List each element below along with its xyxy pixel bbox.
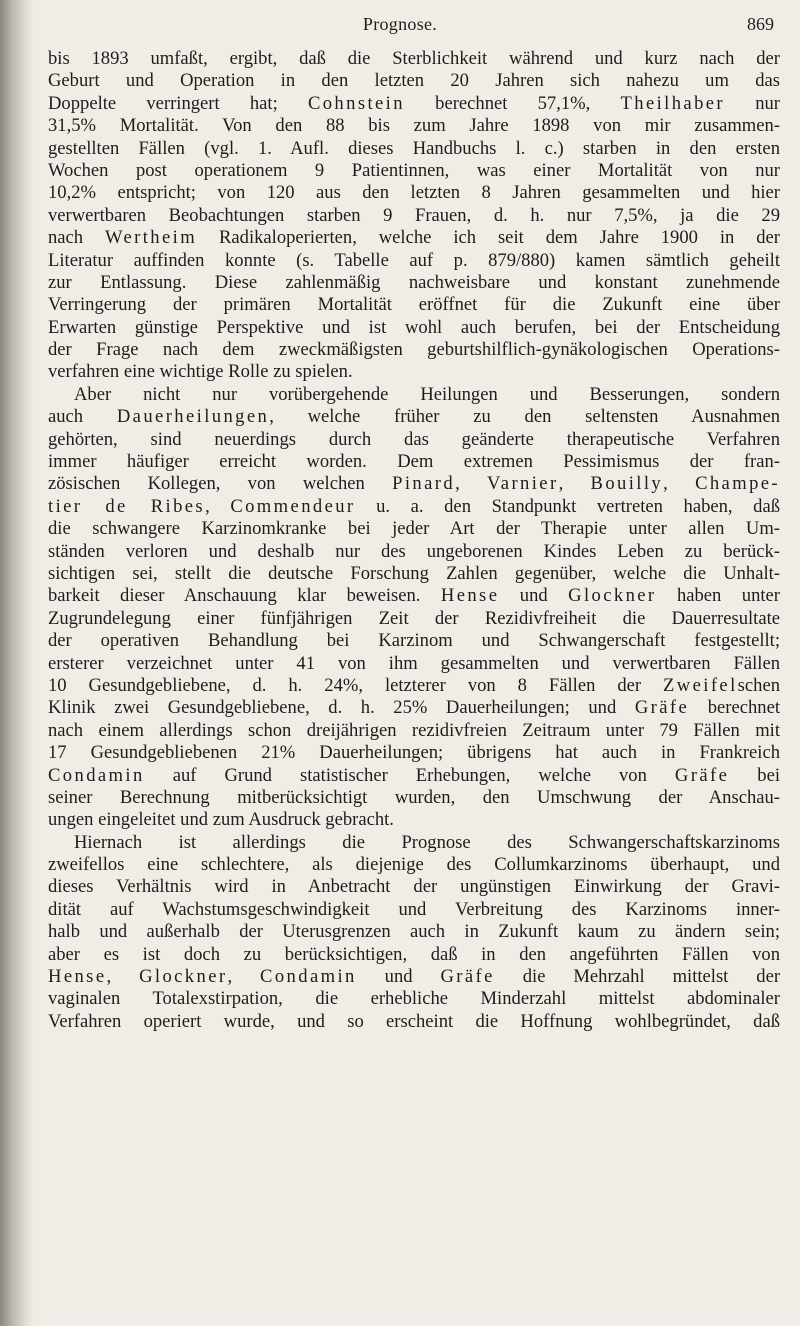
text-run: , xyxy=(455,473,488,495)
text-line xyxy=(48,899,780,921)
text-run: berechnet 57,1%, xyxy=(404,92,621,114)
author-name: Gräfe xyxy=(634,697,690,719)
text-line xyxy=(48,944,780,966)
author-name: Champe- xyxy=(695,473,780,495)
text-run: Radikaloperierten, welche ich seit dem Jahre 1900 in der xyxy=(197,227,780,249)
text-line xyxy=(48,339,780,361)
text-line xyxy=(48,653,780,675)
text-line xyxy=(48,518,780,540)
text-run: Geburt und Operation in den letzten 20 Jahren sich nahezu um das xyxy=(48,70,780,92)
author-name: Dauerheilungen xyxy=(116,406,270,428)
text-run: nur xyxy=(725,92,780,114)
text-run: zur Entlassung. Diese zahlenmäßig nachweisbare und konstant zunehmende xyxy=(48,271,780,293)
text-line xyxy=(48,429,780,451)
text-line xyxy=(48,809,780,831)
author-name: Condamin xyxy=(260,966,357,988)
text-run: Doppelte verringert hat; xyxy=(48,92,308,114)
author-name: Gräfe xyxy=(674,764,730,786)
text-run: 17 Gesundgebliebenen 21% Dauerheilungen; übrigens hat auch in Frankreich xyxy=(48,742,780,764)
text-line xyxy=(48,160,780,182)
text-line xyxy=(48,496,780,518)
text-line xyxy=(48,675,780,697)
text-line xyxy=(48,70,780,92)
text-line xyxy=(48,541,780,563)
text-run: Aber nicht nur vorübergehende Heilungen und Besserungen, sondern xyxy=(74,383,780,405)
text-line xyxy=(48,697,780,719)
text-run: dieses Verhältnis wird in Anbetracht der ungünstigen Einwirkung der Gravi- xyxy=(48,876,780,898)
text-run: haben unter xyxy=(656,585,780,607)
text-run: die Mehrzahl mittelst der xyxy=(494,966,780,988)
text-run: die schwangere Karzinomkranke bei jeder Art der Therapie unter allen Um- xyxy=(48,518,780,540)
page-number: 869 xyxy=(747,14,774,34)
text-run: , xyxy=(227,966,261,988)
text-line xyxy=(48,1011,780,1033)
text-run: Zugrundelegung einer fünfjährigen Zeit der Rezidivfreiheit die Dauerresultate xyxy=(48,607,780,629)
text-line xyxy=(48,854,780,876)
text-line xyxy=(48,182,780,204)
text-run: zweifellos eine schlechtere, als diejenige des Collumkarzinoms überhaupt, und xyxy=(48,854,780,876)
text-run: , xyxy=(558,473,591,495)
text-run: dität auf Wachstumsgeschwindigkeit und Verbreitung des Karzinoms inner- xyxy=(48,898,780,920)
text-run: der Frage nach dem zweckmäßigsten geburtshilflich-gynäkologischen Operations- xyxy=(48,339,780,361)
text-run: auf Grund statistischer Erhebungen, welche von xyxy=(144,764,675,786)
text-run: bis 1893 umfaßt, ergibt, daß die Sterblichkeit während und kurz nach der xyxy=(48,48,780,69)
text-line xyxy=(48,272,780,294)
text-line xyxy=(48,742,780,764)
text-run: und xyxy=(356,966,441,988)
text-run: Literatur auffinden konnte (s. Tabelle auf p. 879/880) kamen sämtlich geheilt xyxy=(48,249,780,271)
text-run: der operativen Behandlung bei Karzinom und Schwangerschaft festgestellt; xyxy=(48,630,780,652)
text-line xyxy=(48,406,780,428)
text-run: , xyxy=(663,473,696,495)
text-run: , xyxy=(106,966,140,988)
text-run: auch xyxy=(48,406,117,428)
text-run: nach xyxy=(48,227,106,249)
text-run: nach einem allerdings schon dreijährigen rezidivfreien Zeitraum unter 79 Fällen mit xyxy=(48,719,780,741)
text-run: gehörten, sind neuerdings durch das geänderte therapeutische Verfahren xyxy=(48,428,780,450)
text-run: seiner Berechnung mitberücksichtigt wurden, den Umschwung der Anschau- xyxy=(48,786,780,808)
text-line xyxy=(48,921,780,943)
text-line xyxy=(48,876,780,898)
text-line xyxy=(48,205,780,227)
text-line xyxy=(48,138,780,160)
text-line xyxy=(48,250,780,272)
text-run: barkeit dieser Anschauung klar beweisen. xyxy=(48,585,441,607)
text-run: , xyxy=(205,495,231,517)
text-line xyxy=(48,115,780,137)
text-line xyxy=(48,966,780,988)
text-run: aber es ist doch zu berücksichtigen, daß in den angeführten Fällen von xyxy=(48,943,780,965)
text-run: ersterer verzeichnet unter 41 von ihm gesammelten und verwertbaren Fällen xyxy=(48,652,780,674)
text-run: u. a. den Standpunkt vertreten haben, daß xyxy=(355,495,780,517)
paragraph xyxy=(48,48,780,384)
text-run: sichtigen sei, stellt die deutsche Forschung Zahlen gegenüber, welche die Unhalt- xyxy=(48,562,780,584)
author-name: Condamin xyxy=(48,764,145,786)
text-line xyxy=(48,720,780,742)
text-run: Erwarten günstige Perspektive und ist wohl auch berufen, bei der Entscheidung xyxy=(48,316,780,338)
text-run: verwertbaren Beobachtungen starben 9 Frauen, d. h. nur 7,5%, ja die 29 xyxy=(48,204,780,226)
text-line xyxy=(48,294,780,316)
author-name: tier de Ribes xyxy=(48,495,206,517)
author-name: Glockner xyxy=(568,585,657,607)
text-run: immer häufiger erreicht worden. Dem extremen Pessimismus der fran- xyxy=(48,451,780,473)
text-run: berechnet xyxy=(689,697,780,719)
author-name: Cohnstein xyxy=(307,92,405,114)
author-name: Wertheim xyxy=(105,227,198,249)
text-line xyxy=(48,585,780,607)
author-name: Bouilly xyxy=(590,473,664,495)
text-run: Verringerung der primären Mortalität eröffnet für die Zukunft eine über xyxy=(48,294,780,316)
text-line xyxy=(48,384,780,406)
author-name: Zweifel xyxy=(663,674,738,696)
text-run: verfahren eine wichtige Rolle zu spielen. xyxy=(48,361,353,383)
text-run: schen xyxy=(737,674,780,696)
text-line xyxy=(48,832,780,854)
text-line xyxy=(48,48,780,70)
text-line xyxy=(48,765,780,787)
text-run: bei xyxy=(729,764,780,786)
text-run: 31,5% Mortalität. Von den 88 bis zum Jahre 1898 von mir zusammen- xyxy=(48,115,780,137)
text-run: halb und außerhalb der Uterusgrenzen auch in Zukunft kaum zu ändern sein; xyxy=(48,921,780,943)
text-line xyxy=(48,361,780,383)
author-name: Hense xyxy=(440,585,500,607)
text-run: Hiernach ist allerdings die Prognose des Schwangerschaftskarzinoms xyxy=(74,831,780,853)
author-name: Varnier xyxy=(487,473,559,495)
text-run: ständen verloren und deshalb nur des ungeborenen Kindes Leben zu berück- xyxy=(48,540,780,562)
author-name: Gräfe xyxy=(440,966,495,988)
text-line xyxy=(48,473,780,495)
paragraph xyxy=(48,832,780,1034)
text-line xyxy=(48,787,780,809)
text-run: zösischen Kollegen, von welchen xyxy=(48,473,393,495)
text-run: Verfahren operiert wurde, und so erscheint die Hoffnung wohlbegründet, daß xyxy=(48,1010,780,1032)
author-name: Glockner xyxy=(139,966,228,988)
text-run: 10 Gesundgebliebene, d. h. 24%, letzterer von 8 Fällen der xyxy=(48,674,664,696)
text-run: gestellten Fällen (vgl. 1. Aufl. dieses Handbuchs l. c.) starben in den ersten xyxy=(48,137,780,159)
running-title: Prognose. xyxy=(362,14,438,34)
text-run: vaginalen Totalexstirpation, die erhebliche Minderzahl mittelst abdominaler xyxy=(48,988,780,1010)
author-name: Pinard xyxy=(392,473,456,495)
text-line xyxy=(48,630,780,652)
text-line xyxy=(48,227,780,249)
text-line xyxy=(48,317,780,339)
text-run: 10,2% entspricht; von 120 aus den letzten 8 Jahren gesammelten und hier xyxy=(48,182,780,204)
text-run: , welche früher zu den seltensten Ausnahmen xyxy=(269,406,780,428)
text-line xyxy=(48,563,780,585)
text-line xyxy=(48,93,780,115)
paragraph xyxy=(48,384,780,832)
text-line xyxy=(48,988,780,1010)
text-run: Wochen post operationem 9 Patientinnen, was einer Mortalität von nur xyxy=(48,159,780,181)
text-line xyxy=(48,451,780,473)
author-name: Commendeur xyxy=(230,495,356,517)
author-name: Hense xyxy=(48,966,107,988)
text-line xyxy=(48,608,780,630)
text-run: ungen eingeleitet und zum Ausdruck gebracht. xyxy=(48,809,394,831)
running-head xyxy=(0,14,800,38)
body-text xyxy=(48,48,780,1033)
author-name: Theilhaber xyxy=(620,92,726,114)
text-run: und xyxy=(499,585,569,607)
text-run: Klinik zwei Gesundgebliebene, d. h. 25% Dauerheilungen; und xyxy=(48,697,635,719)
